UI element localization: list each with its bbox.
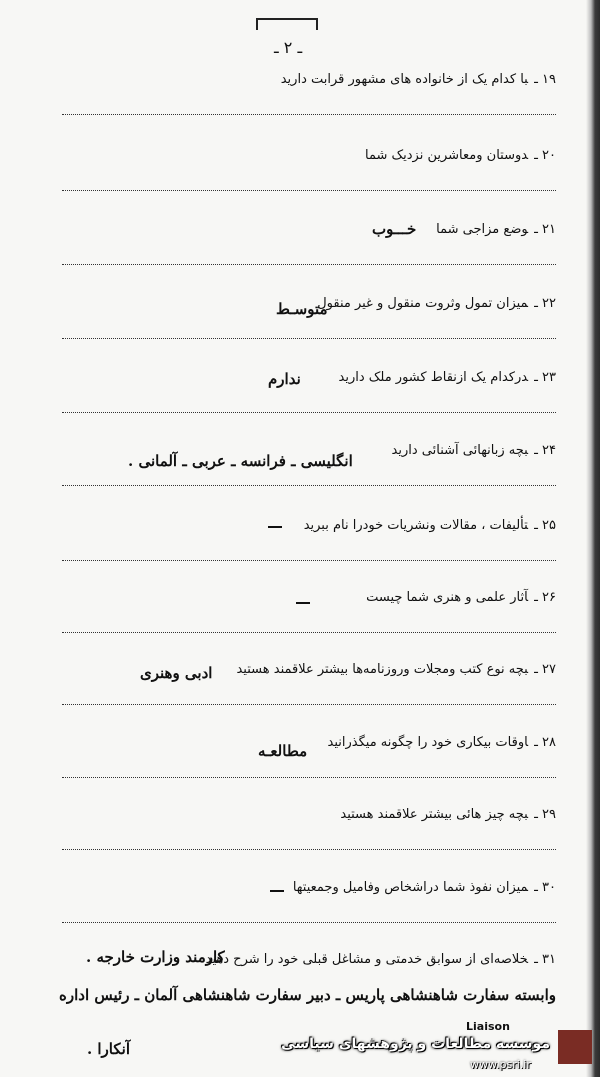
question-29: [340, 807, 556, 822]
question-text: با کدام یک از خانواده های مشهور قرابت دارید: [280, 72, 529, 87]
handwritten-answer: ندارم: [268, 370, 301, 388]
answer-dash: [268, 526, 282, 528]
question-text: بچه چیز هائی بیشتر علاقمند هستید: [340, 807, 529, 822]
watermark-text: موسسه مطالعات و پژوهشهای سیاسی: [281, 1036, 550, 1052]
question-text: بچه نوع کتب ومجلات وروزنامه‌ها بیشتر علاقمند هستید: [236, 662, 529, 677]
question-text: میزان نفوذ شما دراشخاص وفامیل وجمعیتها: [292, 880, 529, 895]
question-number: ۳۰ ـ: [534, 880, 556, 895]
question-31-number: ۳۱ ـ: [534, 952, 556, 967]
question-25: [304, 518, 556, 533]
scan-edge: [586, 0, 600, 1077]
question-text: درکدام یک ازنقاط کشور ملک دارید: [338, 370, 529, 385]
question-20: [365, 148, 556, 163]
question-27: [236, 662, 556, 677]
question-21: [436, 222, 556, 237]
answer-dotted-line: [62, 190, 556, 191]
page-number: ـ ۲ ـ: [274, 38, 303, 57]
question-number: ۲۰ ـ: [534, 148, 556, 163]
question-19: [281, 72, 556, 87]
handwritten-answer: ادبی وهنری: [140, 664, 213, 682]
question-30: [293, 880, 556, 895]
question-31-answer-line1: کارمند وزارت خارجه .: [86, 948, 225, 966]
answer-dotted-line: [62, 338, 556, 339]
question-text: میزان تمول وثروت منقول و غیر منقول: [317, 296, 529, 311]
handwritten-answer: انگلیسی ـ فرانسه ـ عربی ـ آلمانی .: [128, 452, 353, 470]
question-26: [366, 590, 556, 605]
question-number: ۲۴ ـ: [534, 443, 556, 458]
question-text: تألیفات ، مقالات ونشریات خودرا نام ببرید: [303, 518, 529, 533]
question-31-text: خلاصه‌ای از سوابق خدمتی و مشاغل قبلی خود را شرح دهید: [205, 952, 529, 967]
question-31-answer-line2: وابسته سفارت شاهنشاهی پاریس ـ دبیر سفارت شاهنشاهی آلمان ـ رئیس اداره: [59, 986, 556, 1004]
question-31: [206, 952, 556, 967]
question-text: بچه زبانهائی آشنائی دارید: [391, 443, 529, 458]
answer-dotted-line: [62, 114, 556, 115]
question-text: آثار علمی و هنری شما چیست: [366, 590, 529, 605]
handwritten-answer: خـــوب: [372, 220, 417, 238]
question-text: وضع مزاجی شما: [436, 222, 529, 237]
question-number: ۲۶ ـ: [534, 590, 556, 605]
handwritten-answer: متوسـط: [276, 300, 328, 318]
psri-logo-icon: [558, 1030, 592, 1064]
question-number: ۲۲ ـ: [534, 296, 556, 311]
watermark-url: www.psri.ir: [470, 1058, 531, 1071]
answer-dotted-line: [62, 560, 556, 561]
handwritten-answer: مطالعـه: [258, 742, 308, 760]
question-31-liaison: Liaison: [466, 1020, 510, 1033]
question-22: [317, 296, 556, 311]
question-28: [328, 735, 556, 750]
answer-dotted-line: [62, 922, 556, 923]
question-number: ۲۳ ـ: [534, 370, 556, 385]
question-text: دوستان ومعاشرین نزدیک شما: [365, 148, 529, 163]
question-number: ۲۱ ـ: [534, 222, 556, 237]
answer-dotted-line: [62, 412, 556, 413]
question-number: ۱۹ ـ: [534, 72, 556, 87]
answer-dash: [270, 890, 284, 892]
page-corner-mark: [256, 18, 318, 30]
answer-dotted-line: [62, 264, 556, 265]
question-number: ۲۷ ـ: [534, 662, 556, 677]
question-24: [392, 443, 556, 458]
question-31-answer-line4: آنکارا .: [86, 1040, 130, 1058]
question-number: ۲۵ ـ: [534, 518, 556, 533]
answer-dotted-line: [62, 777, 556, 778]
answer-dotted-line: [62, 632, 556, 633]
answer-dotted-line: [62, 485, 556, 486]
answer-dash: [296, 602, 310, 604]
answer-dotted-line: [62, 849, 556, 850]
answer-dotted-line: [62, 704, 556, 705]
question-23: [339, 370, 556, 385]
question-number: ۲۸ ـ: [534, 735, 556, 750]
question-number: ۲۹ ـ: [534, 807, 556, 822]
question-text: اوقات بیکاری خود را چگونه میگذرانید: [327, 735, 529, 750]
